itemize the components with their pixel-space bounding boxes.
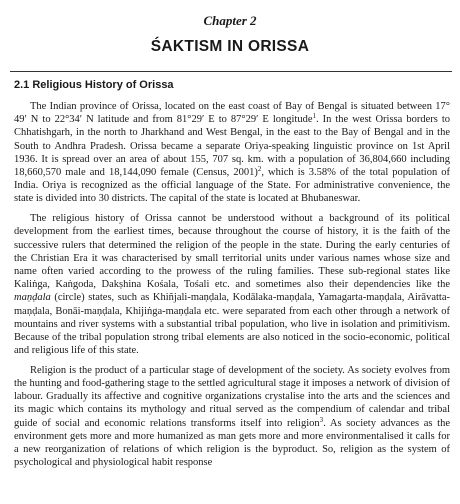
section-heading: 2.1 Religious History of Orissa: [14, 79, 174, 91]
chapter-title: ŚAKTISM IN ORISSA: [150, 38, 310, 55]
paragraph-2: [14, 212, 450, 357]
paragraph-3-text-b: . As society advances as the environment gets more and more humanized as man gets more and more environmentalised it calls for a new reorganization of relations of which religion is the byproduct. So, religion as the system of psychological and physiological habit response: [14, 417, 451, 469]
paragraph-1-text-c: , which is 3.58% of the total population of India. Oriya is recognized as the official language of the State. For administrative convenience, the state is divided into 30 districts. The capital of the state is located at Bhubaneswar.: [14, 167, 450, 205]
paragraph-1-text-b: . In the west Orissa borders to Chhatishgarh, in the north to Jharkhand and West Bengal, in the east to the Bay of Bengal and in the South to Andhra Pradesh. Orissa became a separate Oriya-speaking linguistic province on 1st April 1936. It is spread over an area of about 155, 707 sq. km. with a population of 36,804,660 including 18,660,570 male and 18,144,090 female (Census, 2001): [14, 114, 450, 179]
paragraph-1: [14, 100, 450, 206]
paragraph-1-text-a: The Indian province of Orissa, located on the east coast of Bay of Bengal is situated between 17° 49′ N to 22°34′ N latitude and from 81°29′ E to 87°29′ E longitude: [14, 101, 450, 126]
title-divider: [10, 71, 452, 72]
footnote-ref-1: 1: [312, 112, 316, 121]
paragraph-3: [14, 364, 450, 470]
body-text: [14, 100, 450, 476]
paragraph-2-text-b: (circle) states, such as Khiñjali-maṇḍala, Kodālaka-maṇḍala, Yamagarta-maṇḍala, Airāvatta-maṇḍala, Bonāi-maṇḍala, Khijiṅga-maṇḍala etc. were separated from each other through a network of mountains and river systems with a substantial tribal population, who live in isolation and primitivism. Because of the tribal population strong tribal elements are also noticed in the socio-economic, political and religious life of this state.: [14, 292, 450, 357]
chapter-label: Chapter 2: [203, 13, 257, 28]
paragraph-3-text-a: Religion is the product of a particular stage of development of the society. As society evolves from the hunting and food-gathering stage to the settled agricultural stage it imposes a network of division of labour. Gradually its affective and cognitive organizations crystalise into the arts and the sciences and its magic which contains its mythology and ritual served as the compendium of calendar and tribal guide of social and economic relations transforms itself into religion: [14, 364, 450, 429]
paragraph-2-text-a: The religious history of Orissa cannot be understood without a background of its political development from the earliest times, because throughout the course of history, it is the faith of the successive rulers that determined the religion of the people in the state. During the early centuries of the Christian Era it was characterised by small territorial units under various names whose size and name often varied according to the prowess of the ruling families. These sub-regional states like Kaliṅga, Kaṅgoda, Dakṣhina Kośala, Tośali etc. and sometimes also their dependencies like the: [14, 213, 450, 291]
italic-term: maṇḍala: [14, 292, 51, 304]
footnote-ref-2: 2: [257, 165, 262, 174]
footnote-ref-3: 3: [319, 415, 324, 424]
